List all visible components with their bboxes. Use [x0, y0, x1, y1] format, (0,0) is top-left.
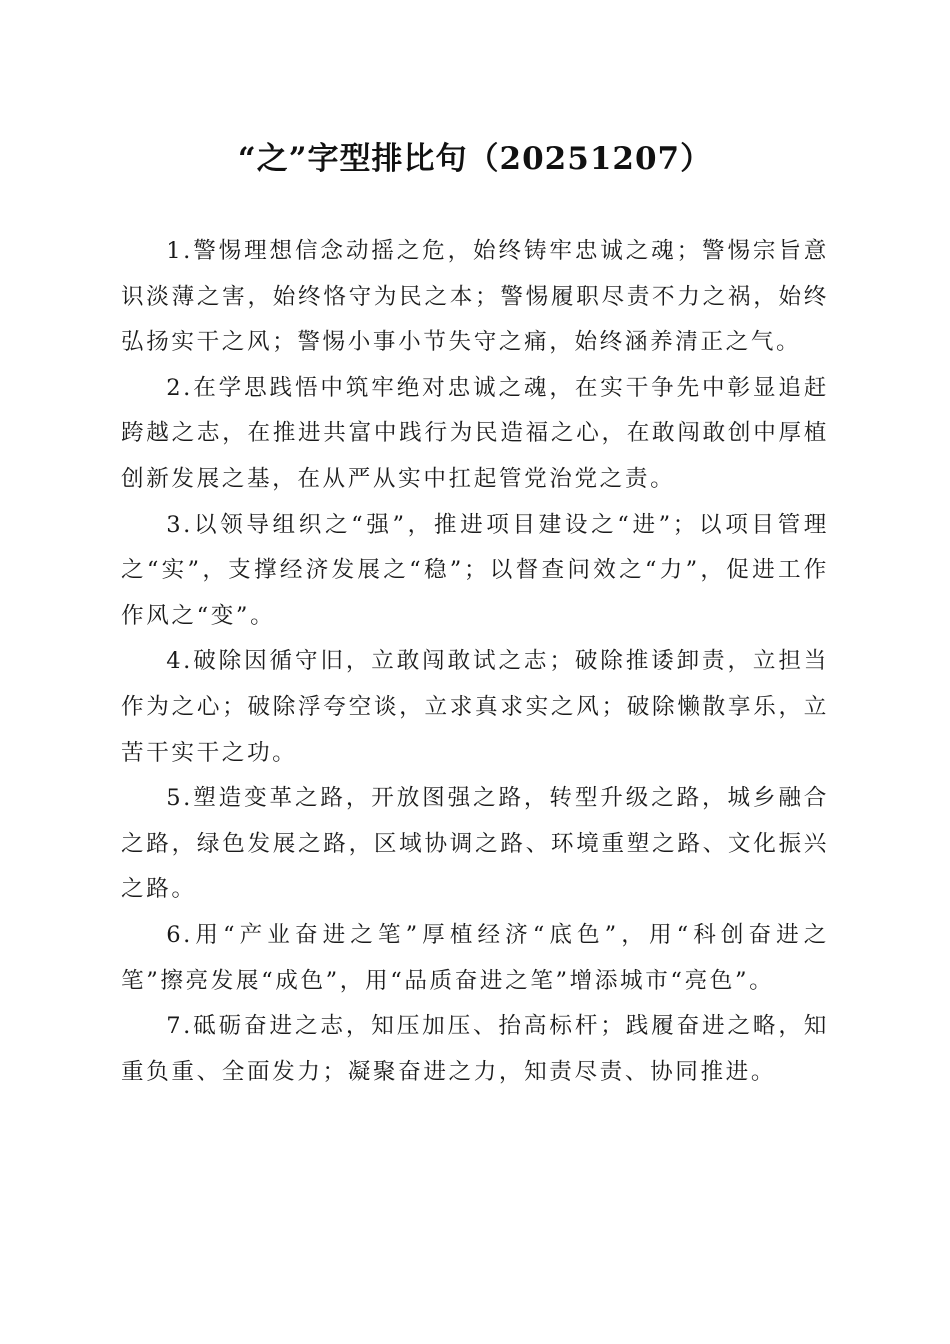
paragraph-3: 3.以领导组织之“强”，推进项目建设之“进”；以项目管理之“实”，支撑经济发展之“稳”；以督查问效之“力”，促进工作作风之“变”。 — [121, 511, 829, 629]
paragraph-5: 5.塑造变革之路，开放图强之路，转型升级之路，城乡融合之路，绿色发展之路，区域协调之路、环境重塑之路、文化振兴之路。 — [121, 785, 829, 903]
paragraph-4: 4.破除因循守旧，立敢闯敢试之志；破除推诿卸责，立担当作为之心；破除浮夸空谈，立求真求实之风；破除懒散享乐，立苦干实干之功。 — [121, 648, 829, 766]
document-body — [121, 229, 829, 1095]
document-title: “之”字型排比句（20251207） — [237, 141, 713, 177]
paragraph-6: 6.用“产业奋进之笔”厚植经济“底色”，用“科创奋进之笔”擦亮发展“成色”，用“品质奋进之笔”增添城市“亮色”。 — [121, 921, 829, 994]
paragraph-2: 2.在学思践悟中筑牢绝对忠诚之魂，在实干争先中彰显追赶跨越之志，在推进共富中践行为民造福之心，在敢闯敢创中厚植创新发展之基，在从严从实中扛起管党治党之责。 — [121, 374, 829, 492]
paragraph-1: 1.警惕理想信念动摇之危，始终铸牢忠诚之魂；警惕宗旨意识淡薄之害，始终恪守为民之本；警惕履职尽责不力之祸，始终弘扬实干之风；警惕小事小节失守之痛，始终涵养清正之气。 — [121, 238, 829, 356]
paragraph-7: 7.砥砺奋进之志，知压加压、抬高标杆；践履奋进之略，知重负重、全面发力；凝聚奋进之力，知责尽责、协同推进。 — [121, 1013, 829, 1085]
